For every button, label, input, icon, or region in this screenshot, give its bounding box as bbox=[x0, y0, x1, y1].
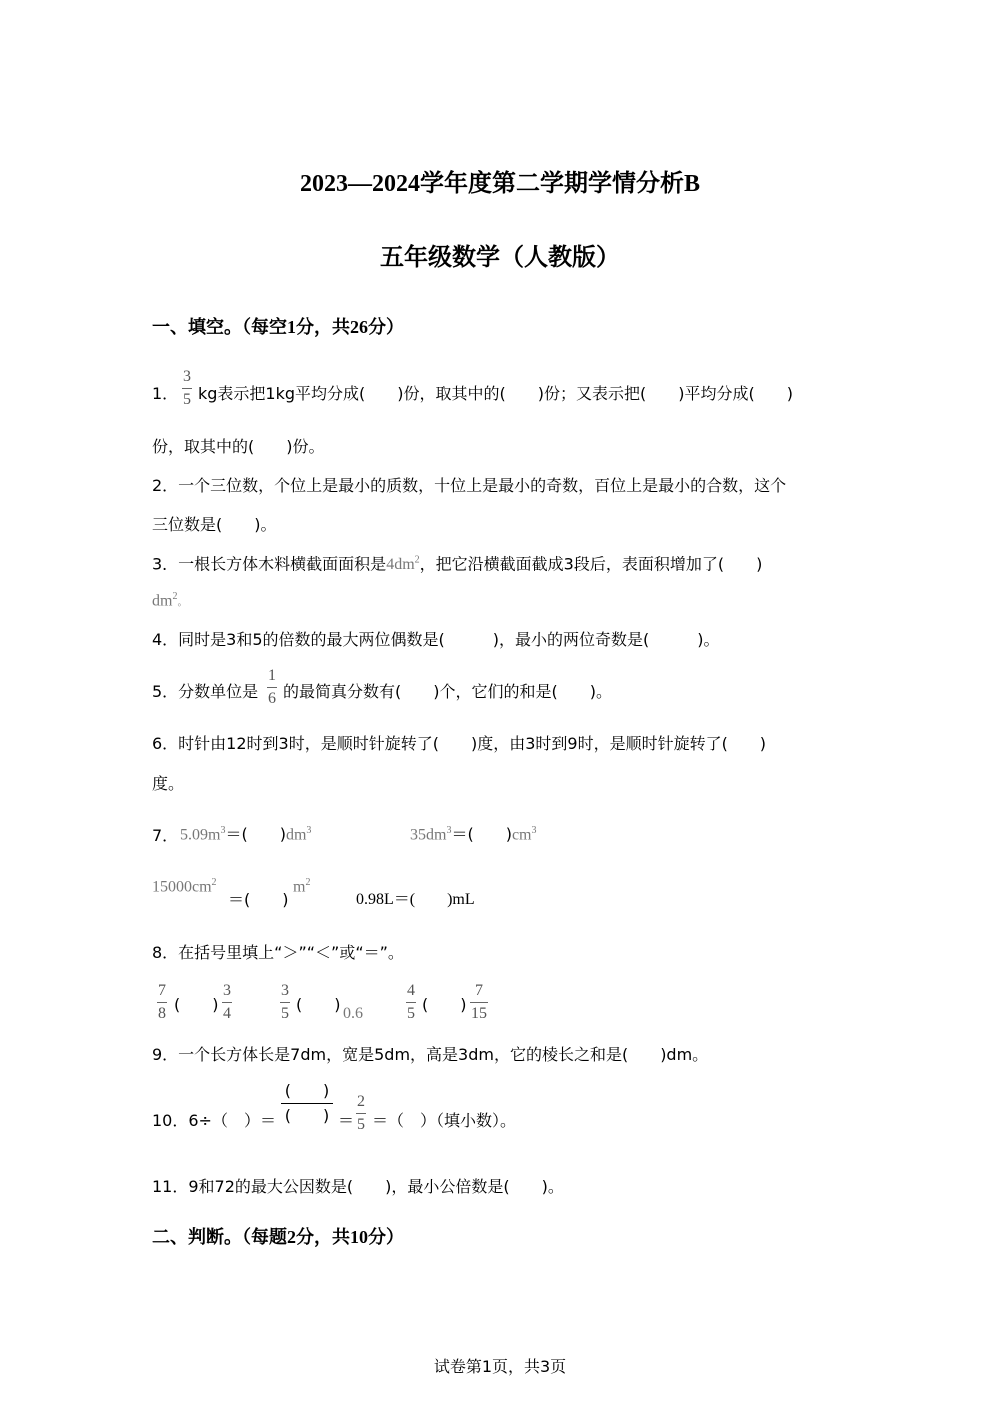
question-3-text bbox=[152, 556, 762, 573]
section-heading-true-false: 二、判断。（每题2分，共10分） bbox=[152, 1227, 404, 1247]
question-4-text: 4．同时是3和5的倍数的最大两位偶数是( )，最小的两位奇数是( )。 bbox=[152, 630, 720, 649]
question-8-item-2-left-fraction: 3 5 bbox=[281, 982, 289, 1022]
question-1-fraction bbox=[182, 369, 192, 408]
question-3-unit: $4dm^2$ bbox=[386, 555, 420, 574]
question-1-text: kg表示把1kg平均分成( )份，取其中的( )份；又表示把( )平均分成( ) bbox=[198, 384, 793, 403]
question-11-text: 11．9和72的最大公因数是( )，最小公倍数是( )。 bbox=[152, 1177, 564, 1196]
fraction-bar bbox=[281, 1103, 333, 1104]
question-8-item-3-blank: ( ) bbox=[422, 995, 467, 1014]
page-subtitle: 五年级数学（人教版） bbox=[380, 245, 620, 271]
question-7-conversion-d: 0.98L＝( )mL bbox=[356, 891, 475, 908]
fraction-denominator: 6 bbox=[268, 690, 276, 707]
question-8-item-1-right-fraction: 3 4 bbox=[223, 982, 231, 1022]
question-6-text-continued: 度。 bbox=[152, 774, 185, 793]
question-9-text: 9．一个长方体长是7dm，宽是5dm，高是3dm，它的棱长之和是( )dm。 bbox=[152, 1045, 709, 1064]
question-5-fraction bbox=[267, 668, 277, 707]
section-heading-fill-in: 一、填空。（每空1分，共26分） bbox=[152, 317, 404, 337]
question-10-blank-fraction bbox=[281, 1083, 333, 1124]
question-7-conversion-c-unit: $m^2$ bbox=[293, 877, 311, 896]
question-1-text-continued: 份，取其中的( )份。 bbox=[152, 437, 325, 456]
question-3-suffix: ，把它沿横截面截成3段后，表面积增加了( ) bbox=[419, 554, 763, 574]
question-10-suffix: ＝（ ）（填小数）。 bbox=[372, 1111, 517, 1130]
fraction-denominator: 5 bbox=[183, 391, 191, 408]
question-8-item-2-right-value: 0.6 bbox=[343, 1005, 363, 1022]
question-8-item-3-left-fraction: 4 5 bbox=[407, 982, 415, 1022]
question-1-number: 1． bbox=[152, 384, 179, 403]
question-7-conversion-c-left: $15000cm^2$ bbox=[152, 877, 217, 896]
question-8-item-1-left-fraction: 7 8 bbox=[158, 982, 166, 1022]
question-8-text: 8．在括号里填上“＞”“＜”或“＝”。 bbox=[152, 943, 404, 962]
question-7-conversion-c-eq: ＝( ) bbox=[228, 890, 289, 909]
question-7-conversion-b: $35dm^3=$( )$cm^3$ bbox=[410, 824, 537, 844]
question-3-unit-line: $dm^2$。 bbox=[152, 591, 188, 610]
blank-denominator: ( ) bbox=[284, 1106, 330, 1125]
question-10-equals: ＝ bbox=[338, 1111, 355, 1130]
question-7-number: 7． bbox=[152, 826, 179, 845]
page-title: 2023—2024学年度第二学期学情分析B bbox=[299, 171, 700, 197]
question-5-prefix: 5．分数单位是 bbox=[152, 682, 259, 701]
fraction-numerator: 1 bbox=[268, 667, 276, 684]
question-10-prefix: 10．6÷（ ）＝ bbox=[152, 1111, 276, 1130]
question-5-text: 的最简真分数有( )个，它们的和是( )。 bbox=[283, 682, 612, 701]
question-6-text: 6．时针由12时到3时，是顺时针旋转了( )度，由3时到9时，是顺时针旋转了( ) bbox=[152, 734, 767, 753]
question-2-text-continued: 三位数是( )。 bbox=[152, 515, 277, 534]
page-footer: 试卷第1页，共3页 bbox=[433, 1357, 567, 1376]
question-7-conversion-a: $5.09m^3=$( )$dm^3$ bbox=[180, 824, 312, 844]
blank-numerator: ( ) bbox=[284, 1081, 330, 1100]
question-8-item-1-blank: ( ) bbox=[174, 995, 219, 1014]
question-10-fraction: 2 5 bbox=[357, 1093, 365, 1133]
question-8-item-3-right-fraction: 7 15 bbox=[471, 982, 487, 1022]
question-8-item-2-blank: ( ) bbox=[296, 995, 341, 1014]
question-3-prefix: 3．一根长方体木料横截面面积是 bbox=[152, 554, 387, 574]
question-2-text: 2．一个三位数，个位上是最小的质数，十位上是最小的奇数，百位上是最小的合数，这个 bbox=[152, 476, 787, 495]
fraction-numerator: 3 bbox=[183, 368, 191, 385]
